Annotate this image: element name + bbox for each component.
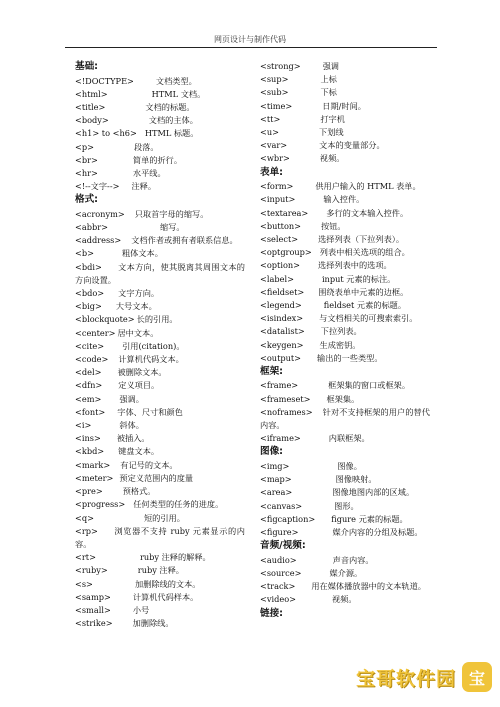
tag-entry — [75, 141, 245, 154]
tag-description: 预定义范围内的度量 — [119, 472, 194, 483]
tag-entry — [75, 287, 245, 300]
tag-entry — [75, 498, 245, 511]
tag-name: <wbr> — [260, 153, 290, 164]
tag-name: <select> — [260, 233, 299, 244]
tag-entry — [75, 221, 245, 234]
right-column — [260, 60, 430, 621]
tag-description: 日期/时间。 — [322, 100, 366, 111]
tag-description: 选择列表中的选项。 — [318, 260, 392, 271]
tag-name: <s> — [75, 578, 93, 589]
tag-description: ruby 注释的解释。 — [139, 552, 211, 563]
tag-entry — [75, 419, 245, 432]
tag-entry — [75, 88, 245, 101]
tag-name: <var> — [260, 140, 288, 151]
tag-entry — [260, 86, 430, 99]
tag-description: 供用户输入的 HTML 表单。 — [315, 181, 421, 192]
tag-entry — [75, 564, 245, 577]
tag-description: 选择列表（下拉列表）。 — [318, 233, 405, 244]
tag-entry — [75, 208, 245, 221]
tag-entry — [260, 339, 430, 352]
tag-description: 文档的标题。 — [145, 101, 195, 112]
tag-description: 内联框架。 — [328, 433, 370, 444]
tag-entry — [260, 180, 430, 193]
tag-name: <strong> — [260, 61, 301, 71]
tag-description: input 元素的标注。 — [321, 273, 396, 284]
tag-name: <button> — [260, 220, 302, 231]
tag-description: 只取首字母的缩写。 — [134, 208, 209, 219]
tag-name: <big> — [75, 301, 102, 312]
tag-description: 列表中相关选项的组合。 — [319, 247, 410, 258]
tag-name: <samp> — [75, 591, 111, 602]
tag-description: figure 元素的标题。 — [331, 513, 408, 524]
tag-name: <kbd> — [75, 446, 105, 457]
tag-description: 下划线 — [319, 127, 344, 138]
tag-description: 居中文本。 — [117, 327, 159, 338]
tag-description: 段落。 — [133, 141, 159, 152]
tag-entry — [260, 500, 430, 513]
tag-entry — [260, 220, 430, 233]
tag-description: 文本方向，使其脱离其周围文本的方向设置。 — [75, 261, 245, 285]
tag-name: <progress> — [75, 499, 126, 510]
tag-name: <input> — [260, 194, 296, 205]
tag-entry — [75, 445, 245, 458]
tag-description: 引用(citation)。 — [122, 340, 185, 351]
tag-entry — [260, 193, 430, 206]
tag-entry — [260, 126, 430, 139]
tag-description: 视频。 — [319, 153, 345, 164]
tag-description: 粗体文本。 — [121, 248, 163, 259]
tag-entry — [260, 60, 430, 73]
tag-description: 计算机代码文本。 — [118, 354, 184, 365]
tag-name: <img> — [260, 460, 290, 471]
tag-entry — [260, 432, 430, 445]
tag-description: 水平线。 — [132, 167, 166, 178]
tag-name: <del> — [75, 367, 102, 378]
tag-entry — [75, 485, 245, 498]
tag-description: 下拉列表。 — [320, 326, 362, 337]
tag-entry — [260, 486, 430, 499]
tag-description: 强调 — [322, 61, 339, 71]
tag-name: <p> — [75, 141, 94, 152]
tag-description: 预格式。 — [122, 486, 156, 497]
tag-entry — [260, 406, 430, 432]
tag-entry — [260, 246, 430, 259]
tag-description: 框架集。 — [326, 393, 360, 404]
tag-entry — [260, 152, 430, 165]
tag-entry — [260, 100, 430, 113]
tag-entry — [260, 233, 430, 246]
tag-name: <time> — [260, 100, 293, 111]
tag-name: <iframe> — [260, 433, 301, 444]
tag-description: 针对不支持框架的用户的替代内容。 — [260, 406, 430, 431]
section-heading: 格式: — [75, 194, 99, 206]
tag-entry — [260, 580, 430, 593]
tag-entry — [75, 261, 245, 287]
tag-name: <figure> — [260, 527, 299, 537]
tag-description: 斜体。 — [119, 420, 144, 431]
tag-description: 简单的折行。 — [132, 154, 183, 165]
tag-name: <rp> — [75, 525, 98, 536]
tag-entry — [260, 513, 430, 526]
tag-entry — [75, 525, 245, 551]
tag-entry — [260, 139, 430, 152]
tag-entry — [75, 366, 245, 379]
tag-name: <keygen> — [260, 339, 304, 350]
tag-description: 图像。 — [337, 460, 362, 471]
tag-name: <acronym> — [75, 208, 125, 219]
tag-name: <pre> — [75, 486, 103, 497]
tag-name: <audio> — [260, 554, 297, 565]
tag-description: 被插入。 — [116, 433, 150, 444]
tag-name: <u> — [260, 127, 279, 138]
tag-description: 图像映射。 — [335, 474, 377, 485]
tag-entry — [75, 512, 245, 525]
tag-entry — [260, 286, 430, 299]
tag-name: <bdo> — [75, 288, 105, 299]
tag-entry — [75, 167, 245, 180]
tag-description: 定义项目。 — [118, 380, 160, 391]
tag-description: HTML 文档。 — [151, 88, 206, 99]
tag-entry — [75, 75, 245, 88]
tag-name: <code> — [75, 354, 109, 365]
tag-description: 任何类型的任务的进度。 — [133, 499, 224, 510]
tag-entry — [260, 473, 430, 486]
tag-entry — [75, 340, 245, 353]
tag-name: <font> — [75, 406, 106, 417]
tag-name: <address> — [75, 235, 122, 246]
tag-name: <h1> to <h6> — [75, 128, 137, 139]
section-heading: 音频/视频: — [260, 540, 306, 552]
header-divider — [65, 47, 437, 48]
tag-entry — [260, 299, 430, 312]
tag-name: <meter> — [75, 472, 114, 483]
tag-entry — [75, 578, 245, 591]
tag-name: <center> — [75, 327, 116, 338]
tag-name: <small> — [75, 604, 111, 615]
tag-name: <label> — [260, 273, 294, 284]
tag-entry — [75, 180, 245, 193]
tag-description: 浏览器不支持 ruby 元素显示的内容。 — [75, 525, 245, 549]
tag-entry — [260, 460, 430, 473]
tag-entry — [260, 554, 430, 567]
tag-name: <tt> — [260, 113, 281, 124]
tag-name: <sup> — [260, 74, 289, 85]
tag-name: <html> — [75, 88, 108, 99]
tag-description: 声音内容。 — [332, 554, 374, 565]
tag-entry — [75, 406, 245, 419]
tag-entry — [75, 604, 245, 617]
tag-description: 注释。 — [131, 181, 157, 192]
tag-description: 键盘文本。 — [118, 446, 160, 457]
tag-description: 输出的一些类型。 — [317, 352, 383, 363]
tag-entry — [75, 300, 245, 313]
tag-name: <canvas> — [260, 500, 303, 511]
tag-entry — [75, 432, 245, 445]
tag-entry — [260, 325, 430, 338]
watermark-logo-icon: 宝 — [462, 662, 492, 692]
tag-description: 媒介源。 — [329, 567, 363, 578]
tag-name: <datalist> — [260, 326, 305, 337]
tag-description: 用在媒体播放器中的文本轨道。 — [311, 581, 426, 592]
tag-name: <br> — [75, 154, 98, 165]
section-heading: 图像: — [260, 446, 284, 458]
tag-name: <frameset> — [260, 393, 311, 404]
tag-name: <isindex> — [260, 313, 304, 324]
tag-name: <form> — [260, 181, 294, 192]
section-heading: 基础: — [75, 61, 99, 72]
tag-description: 文档的主体。 — [148, 115, 198, 126]
tag-entry — [75, 551, 245, 564]
tag-description: 长的引用。 — [136, 314, 178, 325]
tag-description: 缩写。 — [160, 222, 185, 233]
tag-name: <area> — [260, 487, 293, 498]
tag-name: <hr> — [75, 167, 98, 178]
tag-entry — [75, 114, 245, 127]
tag-name: <title> — [75, 101, 106, 112]
tag-name: <textarea> — [260, 207, 309, 218]
tag-description: 强调。 — [119, 393, 144, 404]
tag-entry — [260, 207, 430, 220]
tag-description: 文档作者或拥有者联系信息。 — [131, 235, 238, 246]
tag-entry — [260, 273, 430, 286]
section-heading: 表单: — [260, 166, 284, 178]
tag-name: <bdi> — [75, 261, 102, 272]
tag-name: <rt> — [75, 552, 96, 563]
tag-entry — [260, 352, 430, 365]
tag-name: <blockquote> — [75, 314, 135, 325]
tag-description: 文档类型。 — [155, 75, 197, 86]
tag-name: <ins> — [75, 433, 101, 444]
tag-name: <fieldset> — [260, 286, 305, 297]
tag-name: <video> — [260, 594, 296, 605]
tag-description: 字体、尺寸和颜色 — [117, 406, 183, 417]
tag-description: 框架集的窗口或框架。 — [328, 380, 411, 391]
tag-description: 围绕表单中元素的边框。 — [318, 286, 409, 297]
section-heading: 链接: — [260, 607, 284, 619]
tag-description: 打字机 — [320, 113, 345, 124]
tag-description: 大号文本。 — [115, 301, 157, 312]
tag-entry — [260, 393, 430, 406]
tag-description: 文本的变量部分。 — [319, 140, 385, 151]
tag-name: <abbr> — [75, 222, 108, 233]
tag-description: 文字方向。 — [118, 288, 160, 299]
tag-entry — [75, 459, 245, 472]
tag-name: <!DOCTYPE> — [75, 75, 134, 86]
tag-entry — [260, 259, 430, 272]
tag-entry — [75, 472, 245, 485]
tag-name: <i> — [75, 420, 92, 431]
tag-description: 视频。 — [331, 594, 357, 605]
tag-entry — [75, 313, 245, 326]
tag-entry — [75, 353, 245, 366]
tag-description: 短的引用。 — [143, 512, 185, 523]
tag-entry — [260, 593, 430, 606]
tag-entry — [260, 379, 430, 392]
tag-entry — [75, 234, 245, 247]
tag-name: <cite> — [75, 340, 105, 351]
tag-name: <optgroup> — [260, 247, 312, 258]
tag-description: 生成密钥。 — [319, 339, 361, 350]
tag-name: <source> — [260, 567, 302, 578]
tag-name: <em> — [75, 393, 102, 404]
tag-description: 多行的文本输入控件。 — [326, 207, 409, 218]
tag-entry — [75, 101, 245, 114]
tag-entry — [75, 327, 245, 340]
tag-entry — [260, 526, 430, 539]
tag-name: <b> — [75, 248, 94, 259]
tag-name: <sub> — [260, 87, 289, 98]
tag-description: 图形。 — [334, 500, 359, 511]
tag-entry — [75, 379, 245, 392]
tag-name: <strike> — [75, 618, 113, 629]
tag-description: 小号 — [132, 604, 150, 615]
left-column — [75, 60, 245, 630]
tag-entry — [260, 73, 430, 86]
tag-entry — [260, 113, 430, 126]
tag-entry — [75, 127, 245, 140]
tag-description: ruby 注释。 — [137, 565, 184, 576]
tag-description: 加删除线。 — [132, 618, 174, 629]
tag-description: 与文档相关的可搜索索引。 — [319, 313, 418, 324]
tag-description: 有记号的文本。 — [120, 459, 178, 470]
tag-name: <figcaption> — [260, 513, 316, 524]
tag-name: <mark> — [75, 459, 111, 470]
tag-description: HTML 标题。 — [144, 128, 199, 139]
page-header-title: 网页设计与制作代码 — [214, 35, 286, 44]
tag-name: <ruby> — [75, 565, 108, 576]
tag-name: <dfn> — [75, 380, 103, 391]
tag-description: 被删除文本。 — [117, 367, 167, 378]
tag-name: <q> — [75, 512, 94, 523]
tag-entry — [260, 567, 430, 580]
tag-description: 计算机代码样本。 — [132, 591, 199, 602]
tag-description: 按钮。 — [321, 220, 346, 231]
tag-name: <map> — [260, 474, 292, 485]
tag-description: 图像地图内部的区域。 — [332, 487, 415, 498]
tag-name: <option> — [260, 260, 301, 271]
tag-name: <legend> — [260, 299, 302, 310]
tag-name: <!--文字--> — [75, 181, 120, 192]
tag-description: 上标 — [320, 74, 337, 85]
tag-name: <noframes> — [260, 406, 313, 417]
tag-description: 加删除线的文本。 — [134, 578, 201, 589]
tag-description: 下标 — [320, 87, 337, 98]
tag-description: 媒介内容的分组及标题。 — [332, 527, 423, 537]
tag-entry — [75, 393, 245, 406]
tag-name: <body> — [75, 115, 109, 126]
tag-description: 输入控件。 — [323, 194, 365, 205]
tag-name: <track> — [260, 581, 296, 592]
watermark — [352, 657, 492, 697]
tag-name: <frame> — [260, 380, 299, 391]
tag-entry — [260, 312, 430, 325]
tag-name: <output> — [260, 352, 302, 363]
tag-entry — [75, 154, 245, 167]
tag-description: fieldset 元素的标题。 — [323, 299, 407, 310]
tag-entry — [75, 247, 245, 260]
watermark-text: 宝哥软件园 — [355, 667, 456, 690]
tag-entry — [75, 617, 245, 630]
tag-entry — [75, 591, 245, 604]
section-heading: 框架: — [260, 365, 284, 377]
